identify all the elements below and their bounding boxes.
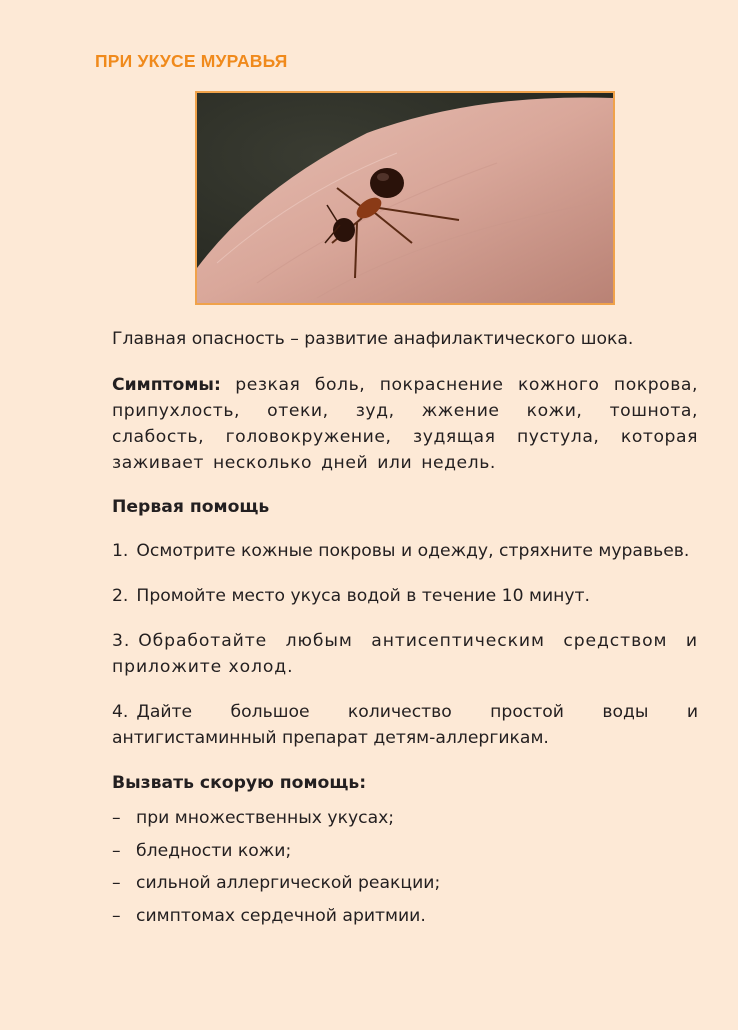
dash-marker: – xyxy=(112,905,121,926)
intro-paragraph: Главная опасность – развитие анафилактического шока. xyxy=(112,329,634,349)
ant-illustration xyxy=(197,93,613,303)
list-item xyxy=(112,867,698,900)
ambulance-list xyxy=(112,802,698,932)
step-number: 1. xyxy=(112,541,129,561)
dash-marker: – xyxy=(112,873,121,893)
list-item-text: симптомах сердечной аритмии. xyxy=(136,905,426,926)
page-title: ПРИ УКУСЕ МУРАВЬЯ xyxy=(95,51,288,71)
list-item-text: сильной аллергической реакции; xyxy=(136,873,441,893)
first-aid-step xyxy=(112,628,698,680)
ambulance-heading: Вызвать скорую помощь: xyxy=(112,773,367,793)
list-item-text: при множественных укусах; xyxy=(136,808,395,828)
first-aid-step xyxy=(112,538,698,564)
list-item-text: бледности кожи; xyxy=(136,840,292,861)
symptoms-text: резкая боль, покраснение кожного покрова, припухлость, отеки, зуд, жжение кожи, тошнота, слабость, головокружение, зудящая пустула, которая заживает несколько дней или недель. xyxy=(112,375,698,473)
step-text: Осмотрите кожные покровы и одежду, стряхните муравьев. xyxy=(136,541,690,561)
dash-marker: – xyxy=(112,808,121,828)
step-number: 2. xyxy=(112,586,129,606)
step-text: Дайте большое количество простой воды и антигистаминный препарат детям-аллергикам. xyxy=(112,702,698,748)
symptoms-label: Симптомы: xyxy=(112,375,221,395)
first-aid-step xyxy=(112,699,698,751)
list-item xyxy=(112,900,698,933)
step-text: Обработайте любым антисептическим средством и приложите холод. xyxy=(112,631,698,677)
first-aid-heading: Первая помощь xyxy=(112,497,270,517)
step-number: 4. xyxy=(112,702,129,722)
first-aid-step xyxy=(112,583,698,609)
dash-marker: – xyxy=(112,840,121,861)
list-item xyxy=(112,802,698,835)
step-text: Промойте место укуса водой в течение 10 минут. xyxy=(136,586,590,606)
article-body xyxy=(112,326,698,932)
ant-on-finger-photo xyxy=(195,91,615,305)
step-number: 3. xyxy=(112,631,131,651)
list-item xyxy=(112,835,698,868)
symptoms-paragraph xyxy=(112,372,698,476)
